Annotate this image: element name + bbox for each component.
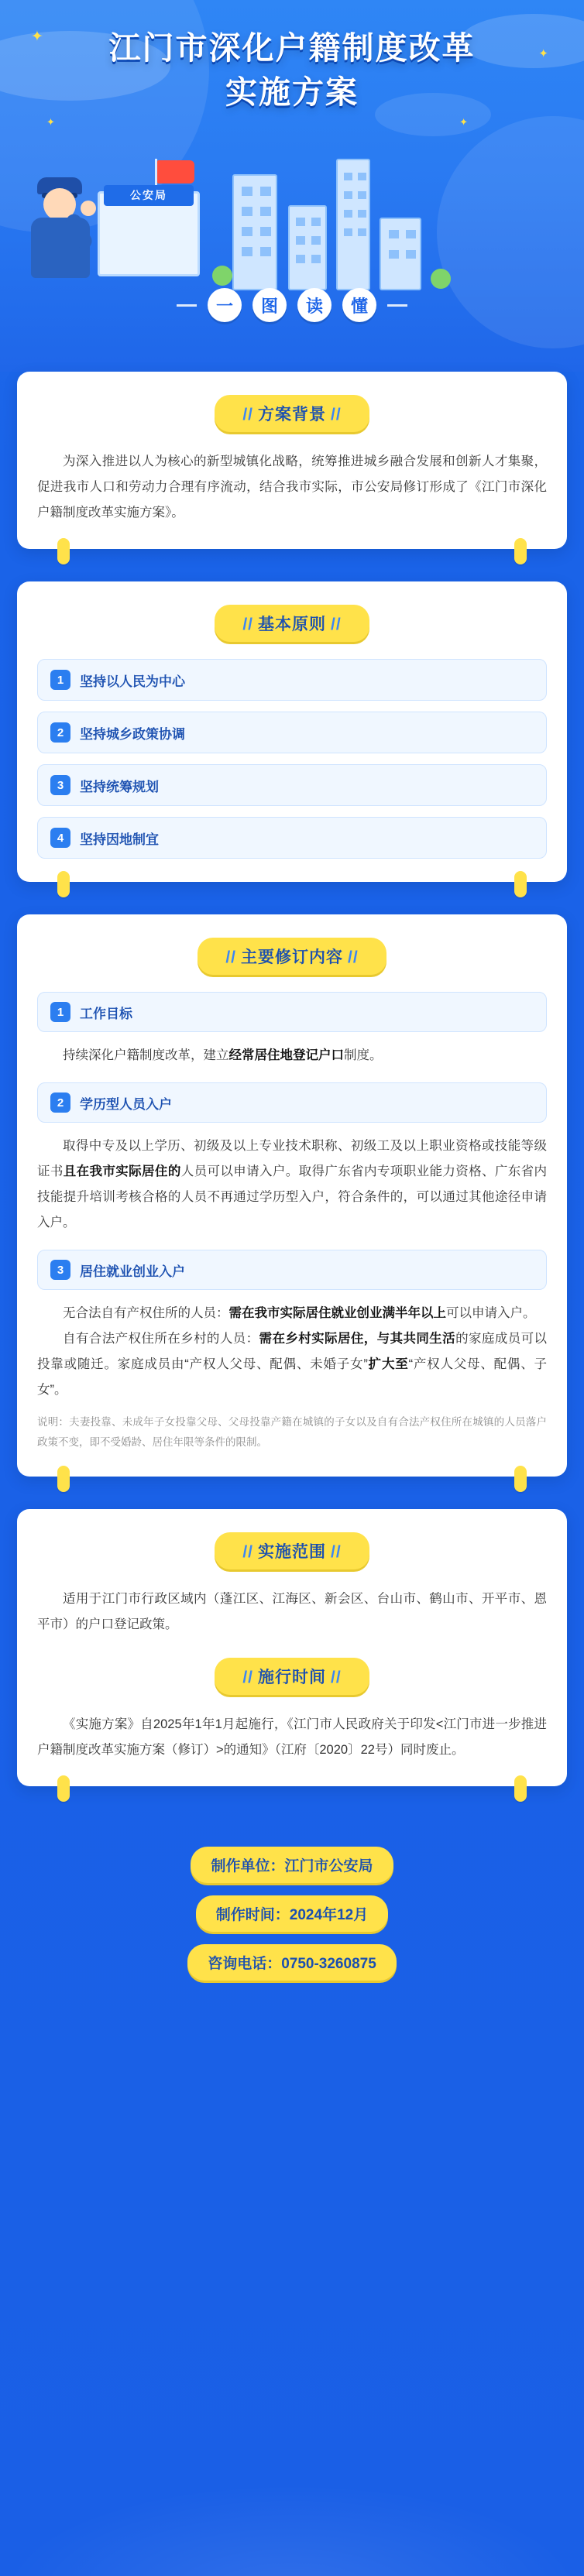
section-title-effective-date: // 施行时间 // [215, 1658, 369, 1695]
tree-icon [212, 266, 232, 286]
read-at-a-glance [0, 288, 584, 322]
principle-item-4 [37, 817, 547, 859]
building-icon [288, 205, 327, 290]
sparkle-icon: ✦ [459, 116, 468, 128]
principle-item-3 [37, 764, 547, 806]
building-icon [336, 159, 370, 290]
sparkle-icon: ✦ [538, 47, 548, 60]
hero-banner [0, 0, 584, 372]
card-main-revisions [17, 914, 567, 1477]
revision-label: 工作目标 [80, 1006, 132, 1021]
section-title-background: // 方案背景 // [215, 395, 369, 432]
card-background [17, 372, 567, 549]
principle-number: 1 [50, 670, 70, 690]
police-station-sign: 公安局 [104, 185, 194, 206]
card-principles [17, 581, 567, 882]
page-title [0, 0, 584, 114]
principle-number: 2 [50, 722, 70, 743]
divider [177, 304, 197, 307]
principle-item-1 [37, 659, 547, 701]
effective-date-paragraph: 《实施方案》自2025年1年1月起施行，《江门市人民政府关于印发<江门市进一步推进户籍制度改革实施方案（修订）>的通知》（江府〔2020〕22号）同时废止。 [37, 1717, 547, 1757]
section-title-text: 基本原则 [258, 616, 326, 633]
principle-number: 4 [50, 828, 70, 848]
section-title-text: 施行时间 [258, 1668, 326, 1686]
page-title-line2: 实施方案 [225, 74, 359, 110]
footer-phone: 咨询电话：0750-3260875 [187, 1944, 397, 1981]
revision-paragraph-3b: 自有合法产权住所在乡村的人员：需在乡村实际居住，与其共同生活的家庭成员可以投靠或随迁。家庭成员由“产权人父母、配偶、未婚子女”扩大至“产权人父母、配偶、子女”。 [37, 1332, 548, 1397]
hero-illustration [0, 151, 584, 306]
tree-icon [431, 269, 451, 289]
building-icon [380, 218, 421, 290]
revision-note: 说明：夫妻投靠、未成年子女投靠父母、父母投靠产籍在城镇的子女以及自有合法产权住所在城镇的人员落户政策不变，即不受婚龄、居住年限等条件的限制。 [37, 1416, 547, 1449]
revision-paragraph-2: 取得中专及以上学历、初级及以上专业技术职称、初级工及以上职业资格或技能等级证书且在我市实际居住的人员可以申请入户。取得广东省内专项职业能力资格、广东省内技能提升培训考核合格的人员不再通过学历型入户，符合条件的，可以通过其他途径申请入户。 [37, 1139, 548, 1230]
section-title-text: 方案背景 [258, 406, 326, 424]
read-char-2: 图 [252, 288, 287, 322]
revision-subhead-2 [37, 1082, 547, 1123]
sparkle-icon: ✦ [31, 29, 43, 45]
divider [387, 304, 407, 307]
read-char-4: 懂 [342, 288, 376, 322]
revision-number: 2 [50, 1092, 70, 1113]
page-title-line1: 江门市深化户籍制度改革 [108, 30, 476, 66]
section-title-principles: // 基本原则 // [215, 605, 369, 642]
principle-label: 坚持以人民为中心 [80, 674, 185, 689]
section-title-text: 主要修订内容 [241, 948, 343, 966]
principle-number: 3 [50, 775, 70, 795]
section-title-scope: // 实施范围 // [215, 1532, 369, 1569]
revision-label: 居住就业创业入户 [80, 1264, 185, 1279]
section-title-main-revisions: // 主要修订内容 // [198, 938, 386, 975]
principle-label: 坚持因地制宜 [80, 832, 159, 847]
sparkle-icon: ✦ [46, 116, 55, 128]
card-scope-and-date [17, 1509, 567, 1786]
revision-number: 1 [50, 1002, 70, 1022]
read-char-3: 读 [297, 288, 332, 322]
principle-item-2 [37, 712, 547, 753]
section-title-text: 实施范围 [258, 1542, 326, 1561]
revision-number: 3 [50, 1260, 70, 1280]
footer-date: 制作时间：2024年12月 [196, 1895, 388, 1932]
footer [0, 1842, 584, 2012]
principle-label: 坚持城乡政策协调 [80, 726, 185, 742]
revision-subhead-3 [37, 1250, 547, 1290]
police-officer-hand [81, 201, 96, 216]
revision-label: 学历型人员入户 [80, 1096, 172, 1112]
scope-paragraph: 适用于江门市行政区域内（蓬江区、江海区、新会区、台山市、鹤山市、开平市、恩平市）的户口登记政策。 [37, 1591, 547, 1631]
principle-label: 坚持统筹规划 [80, 779, 159, 794]
revision-subhead-1 [37, 992, 547, 1032]
flag-icon [157, 160, 194, 184]
revision-paragraph-1: 持续深化户籍制度改革，建立经常居住地登记户口制度。 [63, 1048, 383, 1062]
footer-producer: 制作单位：江门市公安局 [191, 1847, 393, 1883]
content-area [0, 372, 584, 1842]
read-char-1: 一 [208, 288, 242, 322]
building-icon [232, 174, 277, 290]
revision-paragraph-3a: 无合法自有产权住所的人员：需在我市实际居住就业创业满半年以上可以申请入户。 [63, 1306, 536, 1320]
decorative-wave [0, 2483, 584, 2576]
background-paragraph: 为深入推进以人为核心的新型城镇化战略，统筹推进城乡融合发展和创新人才集聚，促进我市人口和劳动力合理有序流动，结合我市实际，市公安局修订形成了《江门市深化户籍制度改革实施方案》。 [37, 454, 547, 520]
